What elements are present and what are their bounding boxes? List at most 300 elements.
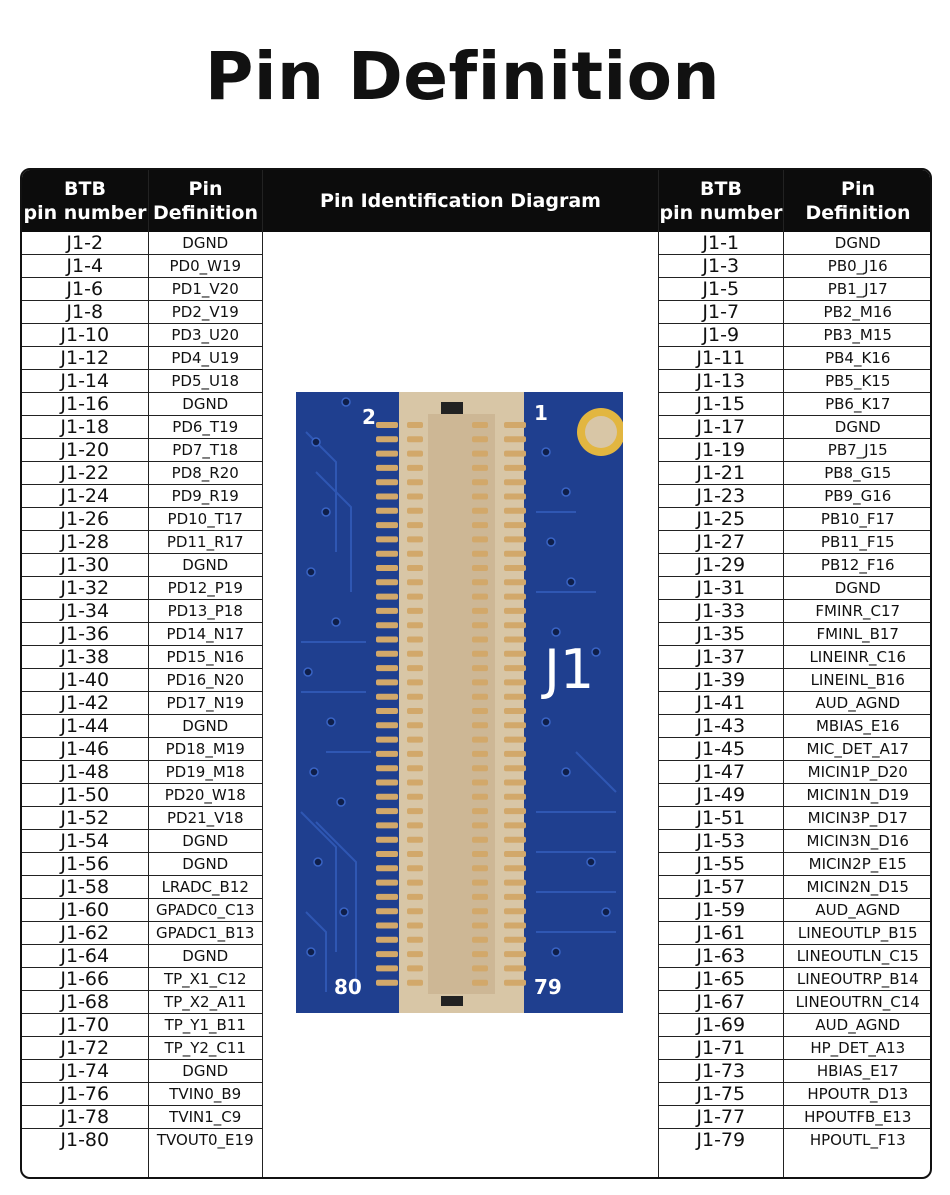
connector-pin bbox=[472, 694, 488, 700]
left-pin-definition: PD12_P19 bbox=[148, 577, 262, 600]
left-pin-number: J1-74 bbox=[22, 1060, 148, 1083]
connector-pin bbox=[407, 651, 423, 657]
left-pin-definition: DGND bbox=[148, 853, 262, 876]
connector-pin bbox=[407, 708, 423, 714]
connector-pin bbox=[472, 980, 488, 986]
table-row bbox=[659, 554, 932, 577]
left-pin-number: J1-70 bbox=[22, 1014, 148, 1037]
right-pin-definition: AUD_AGND bbox=[783, 1014, 932, 1037]
left-pin-number: J1-8 bbox=[22, 301, 148, 324]
connector-pin bbox=[504, 508, 526, 514]
connector-pin bbox=[504, 722, 526, 728]
left-pin-definition: PD2_V19 bbox=[148, 301, 262, 324]
left-pin-number: J1-78 bbox=[22, 1106, 148, 1129]
left-pin-definition: PD15_N16 bbox=[148, 646, 262, 669]
connector-pin bbox=[472, 708, 488, 714]
connector-pin bbox=[407, 679, 423, 685]
connector-pin bbox=[407, 837, 423, 843]
table-row bbox=[659, 508, 932, 531]
connector-pin bbox=[376, 508, 398, 514]
left-pin-number: J1-16 bbox=[22, 393, 148, 416]
pcb-via bbox=[547, 538, 555, 546]
pin-label-79: 79 bbox=[534, 975, 562, 999]
table-row bbox=[22, 784, 262, 807]
table-row bbox=[22, 715, 262, 738]
connector-pin bbox=[472, 722, 488, 728]
connector-pin bbox=[504, 536, 526, 542]
table-row bbox=[659, 232, 932, 255]
table-row bbox=[22, 370, 262, 393]
table-row bbox=[659, 1014, 932, 1037]
left-pin-number: J1-58 bbox=[22, 876, 148, 899]
connector-pin bbox=[407, 765, 423, 771]
connector-pin bbox=[504, 479, 526, 485]
pcb-via bbox=[602, 908, 610, 916]
right-pin-definition: FMINL_B17 bbox=[783, 623, 932, 646]
left-pin-number: J1-40 bbox=[22, 669, 148, 692]
header-right-def-line2: Definition bbox=[805, 202, 911, 224]
table-row bbox=[659, 370, 932, 393]
connector-pin bbox=[504, 465, 526, 471]
right-pin-number: J1-37 bbox=[659, 646, 783, 669]
header-left-def-line2: Definition bbox=[153, 202, 258, 224]
left-pin-definition: TVOUT0_E19 bbox=[148, 1129, 262, 1152]
connector-pin bbox=[376, 679, 398, 685]
connector-inner bbox=[428, 414, 495, 994]
connector-pin bbox=[504, 937, 526, 943]
connector-pin bbox=[407, 808, 423, 814]
connector-pin bbox=[472, 937, 488, 943]
connector-pin bbox=[376, 708, 398, 714]
left-pin-number: J1-2 bbox=[22, 232, 148, 255]
connector-pin bbox=[376, 865, 398, 871]
table-row bbox=[659, 715, 932, 738]
right-pin-definition: MICIN1P_D20 bbox=[783, 761, 932, 784]
connector-pin bbox=[407, 508, 423, 514]
connector-pin bbox=[407, 522, 423, 528]
right-pin-number: J1-11 bbox=[659, 347, 783, 370]
left-pin-definition: TP_X1_C12 bbox=[148, 968, 262, 991]
connector-pin bbox=[472, 594, 488, 600]
right-pin-definition: DGND bbox=[783, 577, 932, 600]
left-pin-definition: TP_Y1_B11 bbox=[148, 1014, 262, 1037]
table-row bbox=[22, 738, 262, 761]
header-left-def-line1: Pin bbox=[188, 178, 223, 200]
right-pin-definition: FMINR_C17 bbox=[783, 600, 932, 623]
left-pin-number: J1-76 bbox=[22, 1083, 148, 1106]
connector-pin bbox=[472, 422, 488, 428]
connector-pin bbox=[407, 951, 423, 957]
left-pin-number: J1-54 bbox=[22, 830, 148, 853]
right-pin-number: J1-31 bbox=[659, 577, 783, 600]
connector-pin bbox=[504, 737, 526, 743]
left-pin-number: J1-80 bbox=[60, 1129, 110, 1152]
connector-pin bbox=[376, 951, 398, 957]
left-pin-definition: PD16_N20 bbox=[148, 669, 262, 692]
right-pin-number: J1-41 bbox=[659, 692, 783, 715]
right-pin-number: J1-1 bbox=[659, 232, 783, 255]
connector-pin bbox=[376, 737, 398, 743]
connector-pin bbox=[376, 594, 398, 600]
table-row bbox=[659, 1037, 932, 1060]
connector-pin bbox=[376, 822, 398, 828]
connector-pin bbox=[472, 780, 488, 786]
right-pin-definition: PB1_J17 bbox=[783, 278, 932, 301]
connector-pin bbox=[407, 622, 423, 628]
table-row bbox=[659, 692, 932, 715]
connector-pin bbox=[472, 522, 488, 528]
connector-diagram bbox=[296, 392, 623, 1013]
right-pin-number: J1-5 bbox=[659, 278, 783, 301]
connector-pin bbox=[407, 451, 423, 457]
right-pin-definition: LINEOUTLN_C15 bbox=[783, 945, 932, 968]
connector-pin bbox=[407, 980, 423, 986]
pcb-via bbox=[552, 948, 560, 956]
right-pin-definition: PB4_K16 bbox=[783, 347, 932, 370]
connector-pin bbox=[472, 608, 488, 614]
divider bbox=[262, 170, 263, 1177]
left-pin-number: J1-42 bbox=[22, 692, 148, 715]
right-pin-number: J1-3 bbox=[659, 255, 783, 278]
left-pin-number: J1-64 bbox=[22, 945, 148, 968]
table-row bbox=[22, 278, 262, 301]
pin-table bbox=[20, 168, 932, 1179]
table-row bbox=[659, 738, 932, 761]
left-pin-definition: PD11_R17 bbox=[148, 531, 262, 554]
connector-pin bbox=[504, 665, 526, 671]
left-pin-definition: DGND bbox=[148, 715, 262, 738]
left-pin-definition: PD20_W18 bbox=[148, 784, 262, 807]
right-pin-definition: PB5_K15 bbox=[783, 370, 932, 393]
connector-pin bbox=[407, 494, 423, 500]
left-pin-number: J1-32 bbox=[22, 577, 148, 600]
table-row bbox=[659, 462, 932, 485]
connector-pin bbox=[504, 880, 526, 886]
connector-pin bbox=[376, 551, 398, 557]
connector-pin bbox=[472, 923, 488, 929]
right-pin-definition: PB9_G16 bbox=[783, 485, 932, 508]
connector-pin bbox=[504, 422, 526, 428]
connector-pin bbox=[407, 908, 423, 914]
connector-pin bbox=[407, 637, 423, 643]
pcb-via bbox=[562, 488, 570, 496]
left-pin-definition: PD9_R19 bbox=[148, 485, 262, 508]
right-pin-definition: MICIN2P_E15 bbox=[783, 853, 932, 876]
left-pin-number: J1-34 bbox=[22, 600, 148, 623]
connector-pin bbox=[504, 679, 526, 685]
table-row bbox=[659, 1083, 932, 1106]
table-row bbox=[659, 623, 932, 646]
pcb-via bbox=[542, 718, 550, 726]
left-pin-definition: DGND bbox=[148, 945, 262, 968]
left-pin-definition: PD18_M19 bbox=[148, 738, 262, 761]
connector-pin bbox=[472, 551, 488, 557]
connector-pin bbox=[376, 722, 398, 728]
connector-pin bbox=[376, 965, 398, 971]
connector-pin bbox=[407, 737, 423, 743]
left-pin-definition: PD17_N19 bbox=[148, 692, 262, 715]
connector-pin bbox=[407, 608, 423, 614]
connector-pin bbox=[504, 822, 526, 828]
table-row bbox=[22, 669, 262, 692]
table-row bbox=[659, 922, 932, 945]
right-pin-definition: LINEOUTRN_C14 bbox=[783, 991, 932, 1014]
right-pin-number: J1-43 bbox=[659, 715, 783, 738]
connector-pin bbox=[472, 765, 488, 771]
right-pin-number: J1-33 bbox=[659, 600, 783, 623]
pcb-via bbox=[304, 668, 312, 676]
table-row bbox=[659, 761, 932, 784]
right-pin-number: J1-9 bbox=[659, 324, 783, 347]
table-row bbox=[22, 646, 262, 669]
table-row bbox=[22, 324, 262, 347]
connector-pin bbox=[504, 708, 526, 714]
table-row bbox=[22, 1014, 262, 1037]
right-pin-table bbox=[659, 232, 932, 1152]
right-pin-number: J1-17 bbox=[659, 416, 783, 439]
connector-pin bbox=[407, 436, 423, 442]
header-right-definition bbox=[784, 170, 932, 232]
left-pin-definition: DGND bbox=[148, 232, 262, 255]
right-pin-definition: MIC_DET_A17 bbox=[783, 738, 932, 761]
connector-pin bbox=[472, 808, 488, 814]
connector-pin bbox=[407, 694, 423, 700]
table-row bbox=[659, 347, 932, 370]
right-pin-definition: LINEOUTLP_B15 bbox=[783, 922, 932, 945]
connector-pin bbox=[472, 436, 488, 442]
connector-pin bbox=[472, 565, 488, 571]
connector-pin bbox=[472, 679, 488, 685]
connector-pin bbox=[504, 579, 526, 585]
connector-pin bbox=[504, 637, 526, 643]
left-pin-definition: LRADC_B12 bbox=[148, 876, 262, 899]
table-row bbox=[659, 968, 932, 991]
right-pin-number: J1-19 bbox=[659, 439, 783, 462]
table-row bbox=[22, 853, 262, 876]
pcb-via bbox=[340, 908, 348, 916]
connector-pin bbox=[376, 522, 398, 528]
connector-pin bbox=[504, 980, 526, 986]
connector-pin bbox=[504, 923, 526, 929]
left-pin-number: J1-72 bbox=[22, 1037, 148, 1060]
right-pin-number: J1-77 bbox=[659, 1106, 783, 1129]
right-pin-definition: MICIN2N_D15 bbox=[783, 876, 932, 899]
pcb-via bbox=[332, 618, 340, 626]
right-pin-number: J1-39 bbox=[659, 669, 783, 692]
pin-label-80: 80 bbox=[334, 975, 362, 999]
table-row bbox=[22, 991, 262, 1014]
connector-pin bbox=[376, 436, 398, 442]
table-row bbox=[22, 761, 262, 784]
table-row bbox=[22, 600, 262, 623]
connector-pin bbox=[472, 637, 488, 643]
connector-pin bbox=[504, 451, 526, 457]
connector-pin bbox=[407, 565, 423, 571]
connector-pin bbox=[376, 794, 398, 800]
table-row bbox=[659, 899, 932, 922]
connector-pin bbox=[407, 780, 423, 786]
left-pin-number: J1-52 bbox=[22, 807, 148, 830]
header-diagram-label: Pin Identification Diagram bbox=[320, 190, 601, 212]
pcb-via bbox=[327, 718, 335, 726]
table-row bbox=[22, 301, 262, 324]
connector-pin bbox=[407, 894, 423, 900]
table-row bbox=[659, 577, 932, 600]
connector-pin bbox=[376, 579, 398, 585]
connector-pin bbox=[376, 808, 398, 814]
page-title: Pin Definition bbox=[205, 38, 720, 115]
connector-pin bbox=[376, 894, 398, 900]
connector-pin bbox=[376, 923, 398, 929]
connector-pin bbox=[376, 451, 398, 457]
right-pin-definition: PB0_J16 bbox=[783, 255, 932, 278]
right-pin-number: J1-23 bbox=[659, 485, 783, 508]
connector-pin bbox=[504, 651, 526, 657]
connector-pin bbox=[376, 494, 398, 500]
right-pin-definition: MICIN1N_D19 bbox=[783, 784, 932, 807]
table-row bbox=[659, 324, 932, 347]
left-pin-number: J1-14 bbox=[22, 370, 148, 393]
connector-pin bbox=[407, 422, 423, 428]
connector-pin bbox=[472, 951, 488, 957]
connector-pin bbox=[407, 722, 423, 728]
table-row bbox=[22, 692, 262, 715]
connector-pin bbox=[504, 551, 526, 557]
pcb-via bbox=[307, 568, 315, 576]
left-pin-number: J1-28 bbox=[22, 531, 148, 554]
table-row bbox=[22, 830, 262, 853]
connector-pin bbox=[504, 436, 526, 442]
connector-pin bbox=[376, 608, 398, 614]
connector-pin bbox=[407, 851, 423, 857]
header-right-def-line1: Pin bbox=[841, 178, 875, 200]
left-pin-number: J1-68 bbox=[22, 991, 148, 1014]
connector-pin bbox=[407, 465, 423, 471]
right-pin-number: J1-51 bbox=[659, 807, 783, 830]
connector-pin bbox=[472, 651, 488, 657]
table-row bbox=[22, 945, 262, 968]
connector-pin bbox=[376, 780, 398, 786]
table-row bbox=[22, 416, 262, 439]
connector-pin bbox=[407, 822, 423, 828]
connector-pin bbox=[472, 865, 488, 871]
table-row bbox=[22, 531, 262, 554]
left-pin-number: J1-48 bbox=[22, 761, 148, 784]
right-pin-definition: DGND bbox=[783, 232, 932, 255]
left-pin-definition: PD5_U18 bbox=[148, 370, 262, 393]
connector-pin bbox=[376, 465, 398, 471]
pcb-via bbox=[562, 768, 570, 776]
table-row bbox=[659, 784, 932, 807]
connector-pin bbox=[472, 622, 488, 628]
connector-pin bbox=[472, 494, 488, 500]
connector-pin bbox=[504, 794, 526, 800]
pin-label-1: 1 bbox=[534, 401, 548, 425]
table-row bbox=[22, 577, 262, 600]
left-pin-definition: TP_X2_A11 bbox=[148, 991, 262, 1014]
connector-pin bbox=[504, 808, 526, 814]
connector-pin bbox=[407, 665, 423, 671]
connector-pin bbox=[504, 837, 526, 843]
header-right-pin-line1: BTB bbox=[700, 178, 742, 200]
header-left-definition bbox=[149, 170, 262, 232]
left-pin-definition: PD7_T18 bbox=[148, 439, 262, 462]
table-row bbox=[22, 1083, 262, 1106]
connector-pin bbox=[407, 794, 423, 800]
connector-pin bbox=[472, 894, 488, 900]
left-pin-number: J1-22 bbox=[22, 462, 148, 485]
right-pin-definition: HPOUTL_F13 bbox=[783, 1129, 932, 1152]
table-row bbox=[659, 278, 932, 301]
table-row bbox=[659, 393, 932, 416]
connector-pin bbox=[376, 765, 398, 771]
connector-pin bbox=[376, 651, 398, 657]
connector-pin bbox=[376, 908, 398, 914]
right-pin-number: J1-75 bbox=[659, 1083, 783, 1106]
pcb-via bbox=[542, 448, 550, 456]
connector-pin bbox=[407, 965, 423, 971]
left-pin-definition: PD8_R20 bbox=[148, 462, 262, 485]
right-pin-number: J1-79 bbox=[696, 1129, 746, 1152]
right-pin-number: J1-61 bbox=[659, 922, 783, 945]
connector-pin bbox=[376, 536, 398, 542]
pcb-via bbox=[342, 398, 350, 406]
header-right-pin-number bbox=[659, 170, 783, 232]
connector-pin bbox=[472, 465, 488, 471]
right-pin-definition: MICIN3P_D17 bbox=[783, 807, 932, 830]
right-pin-number: J1-29 bbox=[659, 554, 783, 577]
pcb-via bbox=[567, 578, 575, 586]
right-pin-definition: PB7_J15 bbox=[783, 439, 932, 462]
left-pin-number: J1-56 bbox=[22, 853, 148, 876]
connector-pin bbox=[504, 865, 526, 871]
table-row bbox=[22, 439, 262, 462]
connector-pin bbox=[376, 937, 398, 943]
connector-pin bbox=[504, 965, 526, 971]
connector-pin bbox=[504, 780, 526, 786]
mounting-hole-center bbox=[585, 416, 617, 448]
left-pin-definition: PD14_N17 bbox=[148, 623, 262, 646]
left-pin-definition: DGND bbox=[148, 554, 262, 577]
pcb-via bbox=[587, 858, 595, 866]
table-row bbox=[22, 485, 262, 508]
left-pin-number: J1-50 bbox=[22, 784, 148, 807]
right-pin-number: J1-57 bbox=[659, 876, 783, 899]
left-pin-definition: PD13_P18 bbox=[148, 600, 262, 623]
connector-pin bbox=[407, 479, 423, 485]
connector-pin bbox=[407, 923, 423, 929]
right-pin-definition: HPOUTR_D13 bbox=[783, 1083, 932, 1106]
connector-pin bbox=[504, 751, 526, 757]
table-row bbox=[659, 830, 932, 853]
right-pin-definition: PB6_K17 bbox=[783, 393, 932, 416]
connector-pin bbox=[376, 751, 398, 757]
connector-pin bbox=[376, 694, 398, 700]
table-row bbox=[22, 462, 262, 485]
pcb-via bbox=[307, 948, 315, 956]
table-row bbox=[22, 876, 262, 899]
table-row bbox=[659, 600, 932, 623]
left-pin-number: J1-20 bbox=[22, 439, 148, 462]
table-row bbox=[22, 1037, 262, 1060]
right-pin-definition: PB3_M15 bbox=[783, 324, 932, 347]
table-row bbox=[22, 623, 262, 646]
left-pin-table bbox=[22, 232, 262, 1152]
table-row bbox=[22, 922, 262, 945]
right-pin-definition: HBIAS_E17 bbox=[783, 1060, 932, 1083]
right-pin-number: J1-15 bbox=[659, 393, 783, 416]
connector-pin bbox=[376, 622, 398, 628]
